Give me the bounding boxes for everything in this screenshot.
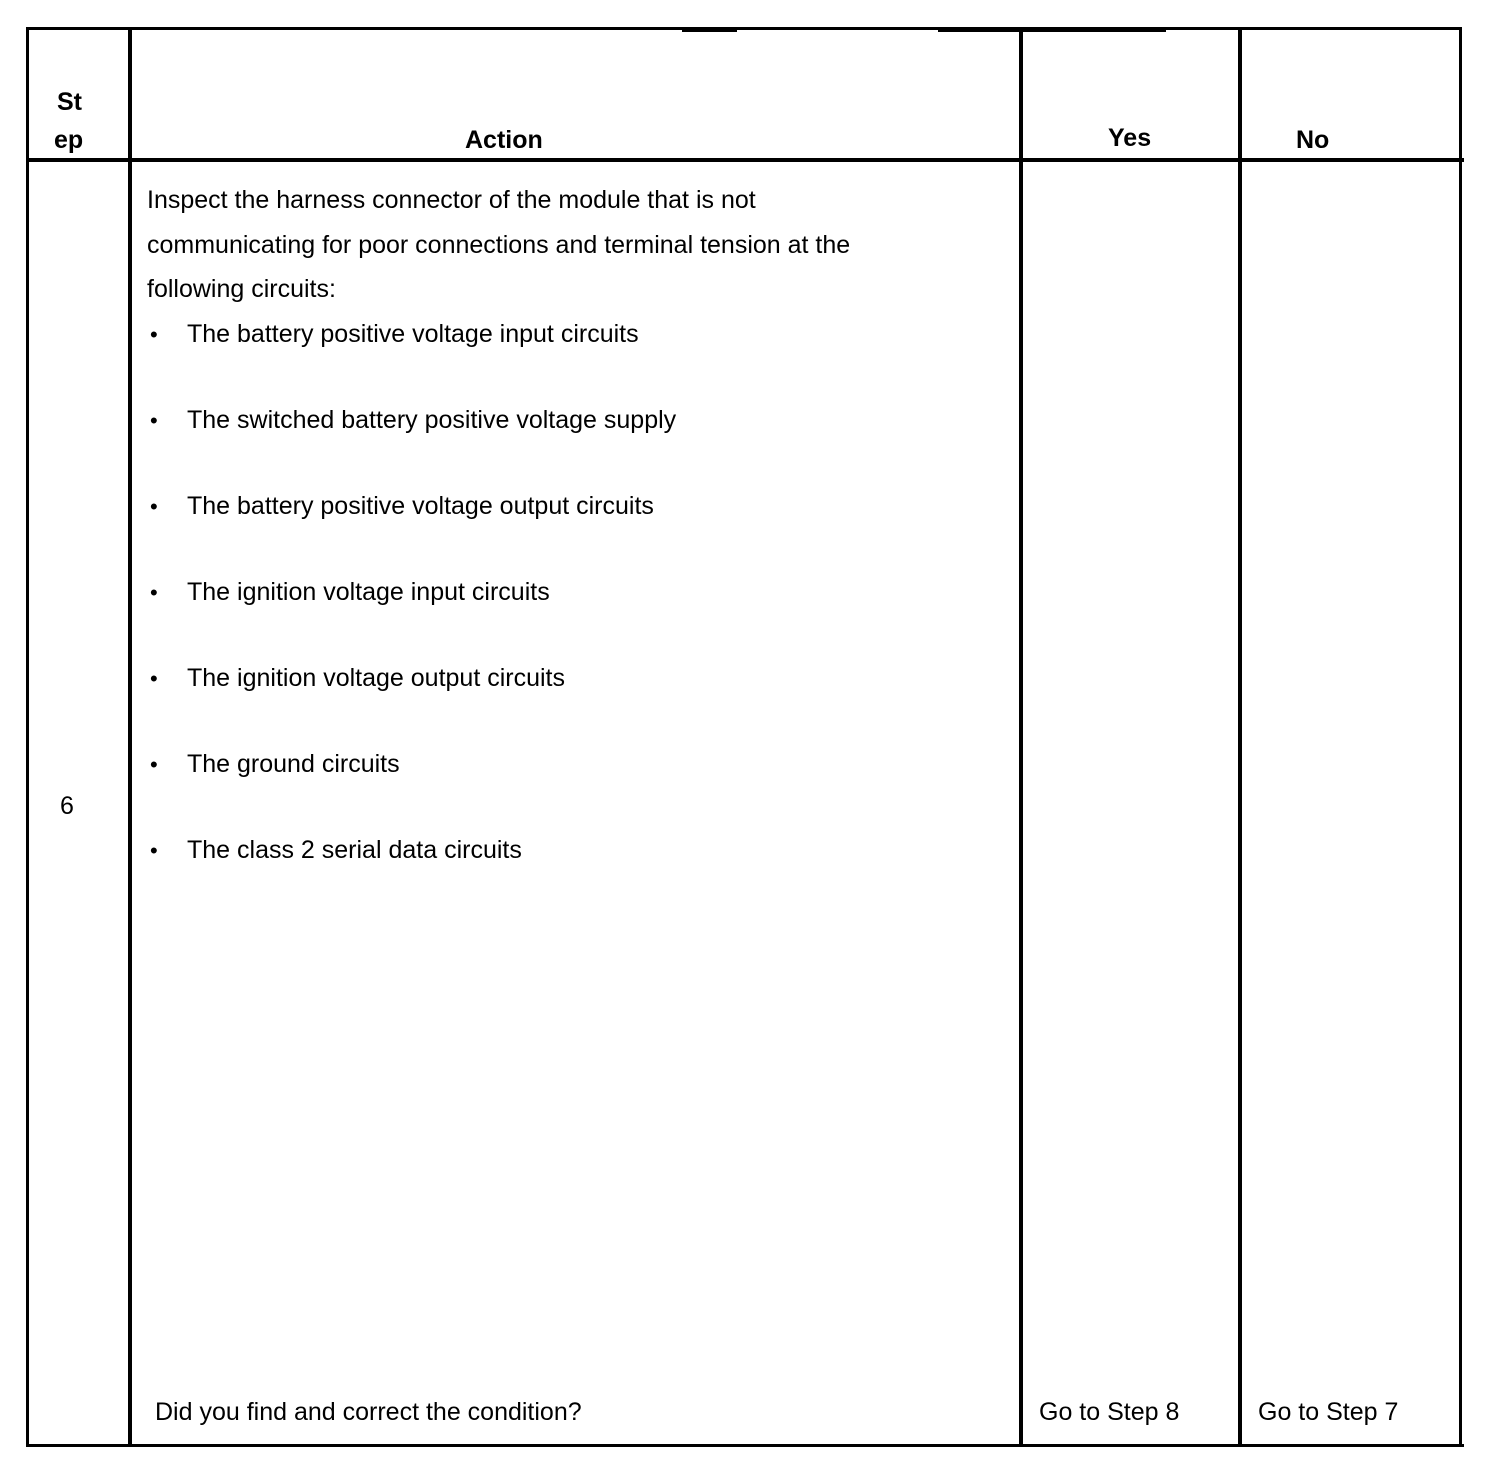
action-question: Did you find and correct the condition? (155, 1398, 582, 1426)
no-result: Go to Step 7 (1258, 1398, 1399, 1426)
bullet-icon: • (150, 408, 158, 433)
header-yes: Yes (1108, 124, 1152, 152)
list-item-text: The battery positive voltage input circuits (187, 320, 639, 348)
top-border (26, 27, 1462, 30)
top-border-accent (938, 28, 1166, 32)
list-item-text: The switched battery positive voltage supply (187, 406, 677, 434)
bullet-icon: • (150, 838, 158, 863)
list-item-text: The ground circuits (187, 750, 400, 778)
action-intro-line: Inspect the harness connector of the module that is not (147, 186, 756, 214)
header-step-line1: St (57, 88, 82, 116)
left-border (26, 28, 29, 1447)
header-action: Action (465, 126, 543, 154)
action-yes-divider (1019, 28, 1023, 1447)
yes-no-divider (1238, 28, 1242, 1447)
header-step-line2: ep (54, 126, 84, 154)
list-item-text: The battery positive voltage output circuits (187, 492, 654, 520)
bullet-icon: • (150, 580, 158, 605)
right-border (1459, 28, 1462, 1447)
action-intro-line: communicating for poor connections and terminal tension at the (147, 231, 851, 259)
step-number: 6 (60, 792, 74, 820)
bullet-icon: • (150, 752, 158, 777)
top-border-accent (682, 28, 737, 32)
yes-result: Go to Step 8 (1039, 1398, 1180, 1426)
list-item-text: The class 2 serial data circuits (187, 836, 522, 864)
list-item-text: The ignition voltage output circuits (187, 664, 565, 692)
bullet-icon: • (150, 322, 158, 347)
bullet-icon: • (150, 494, 158, 519)
action-intro-line: following circuits: (147, 275, 336, 303)
header-no: No (1296, 126, 1330, 154)
list-item-text: The ignition voltage input circuits (187, 578, 550, 606)
step-action-divider (128, 28, 132, 1447)
bullet-icon: • (150, 666, 158, 691)
bottom-border (26, 1444, 1464, 1447)
header-divider (26, 158, 1464, 162)
